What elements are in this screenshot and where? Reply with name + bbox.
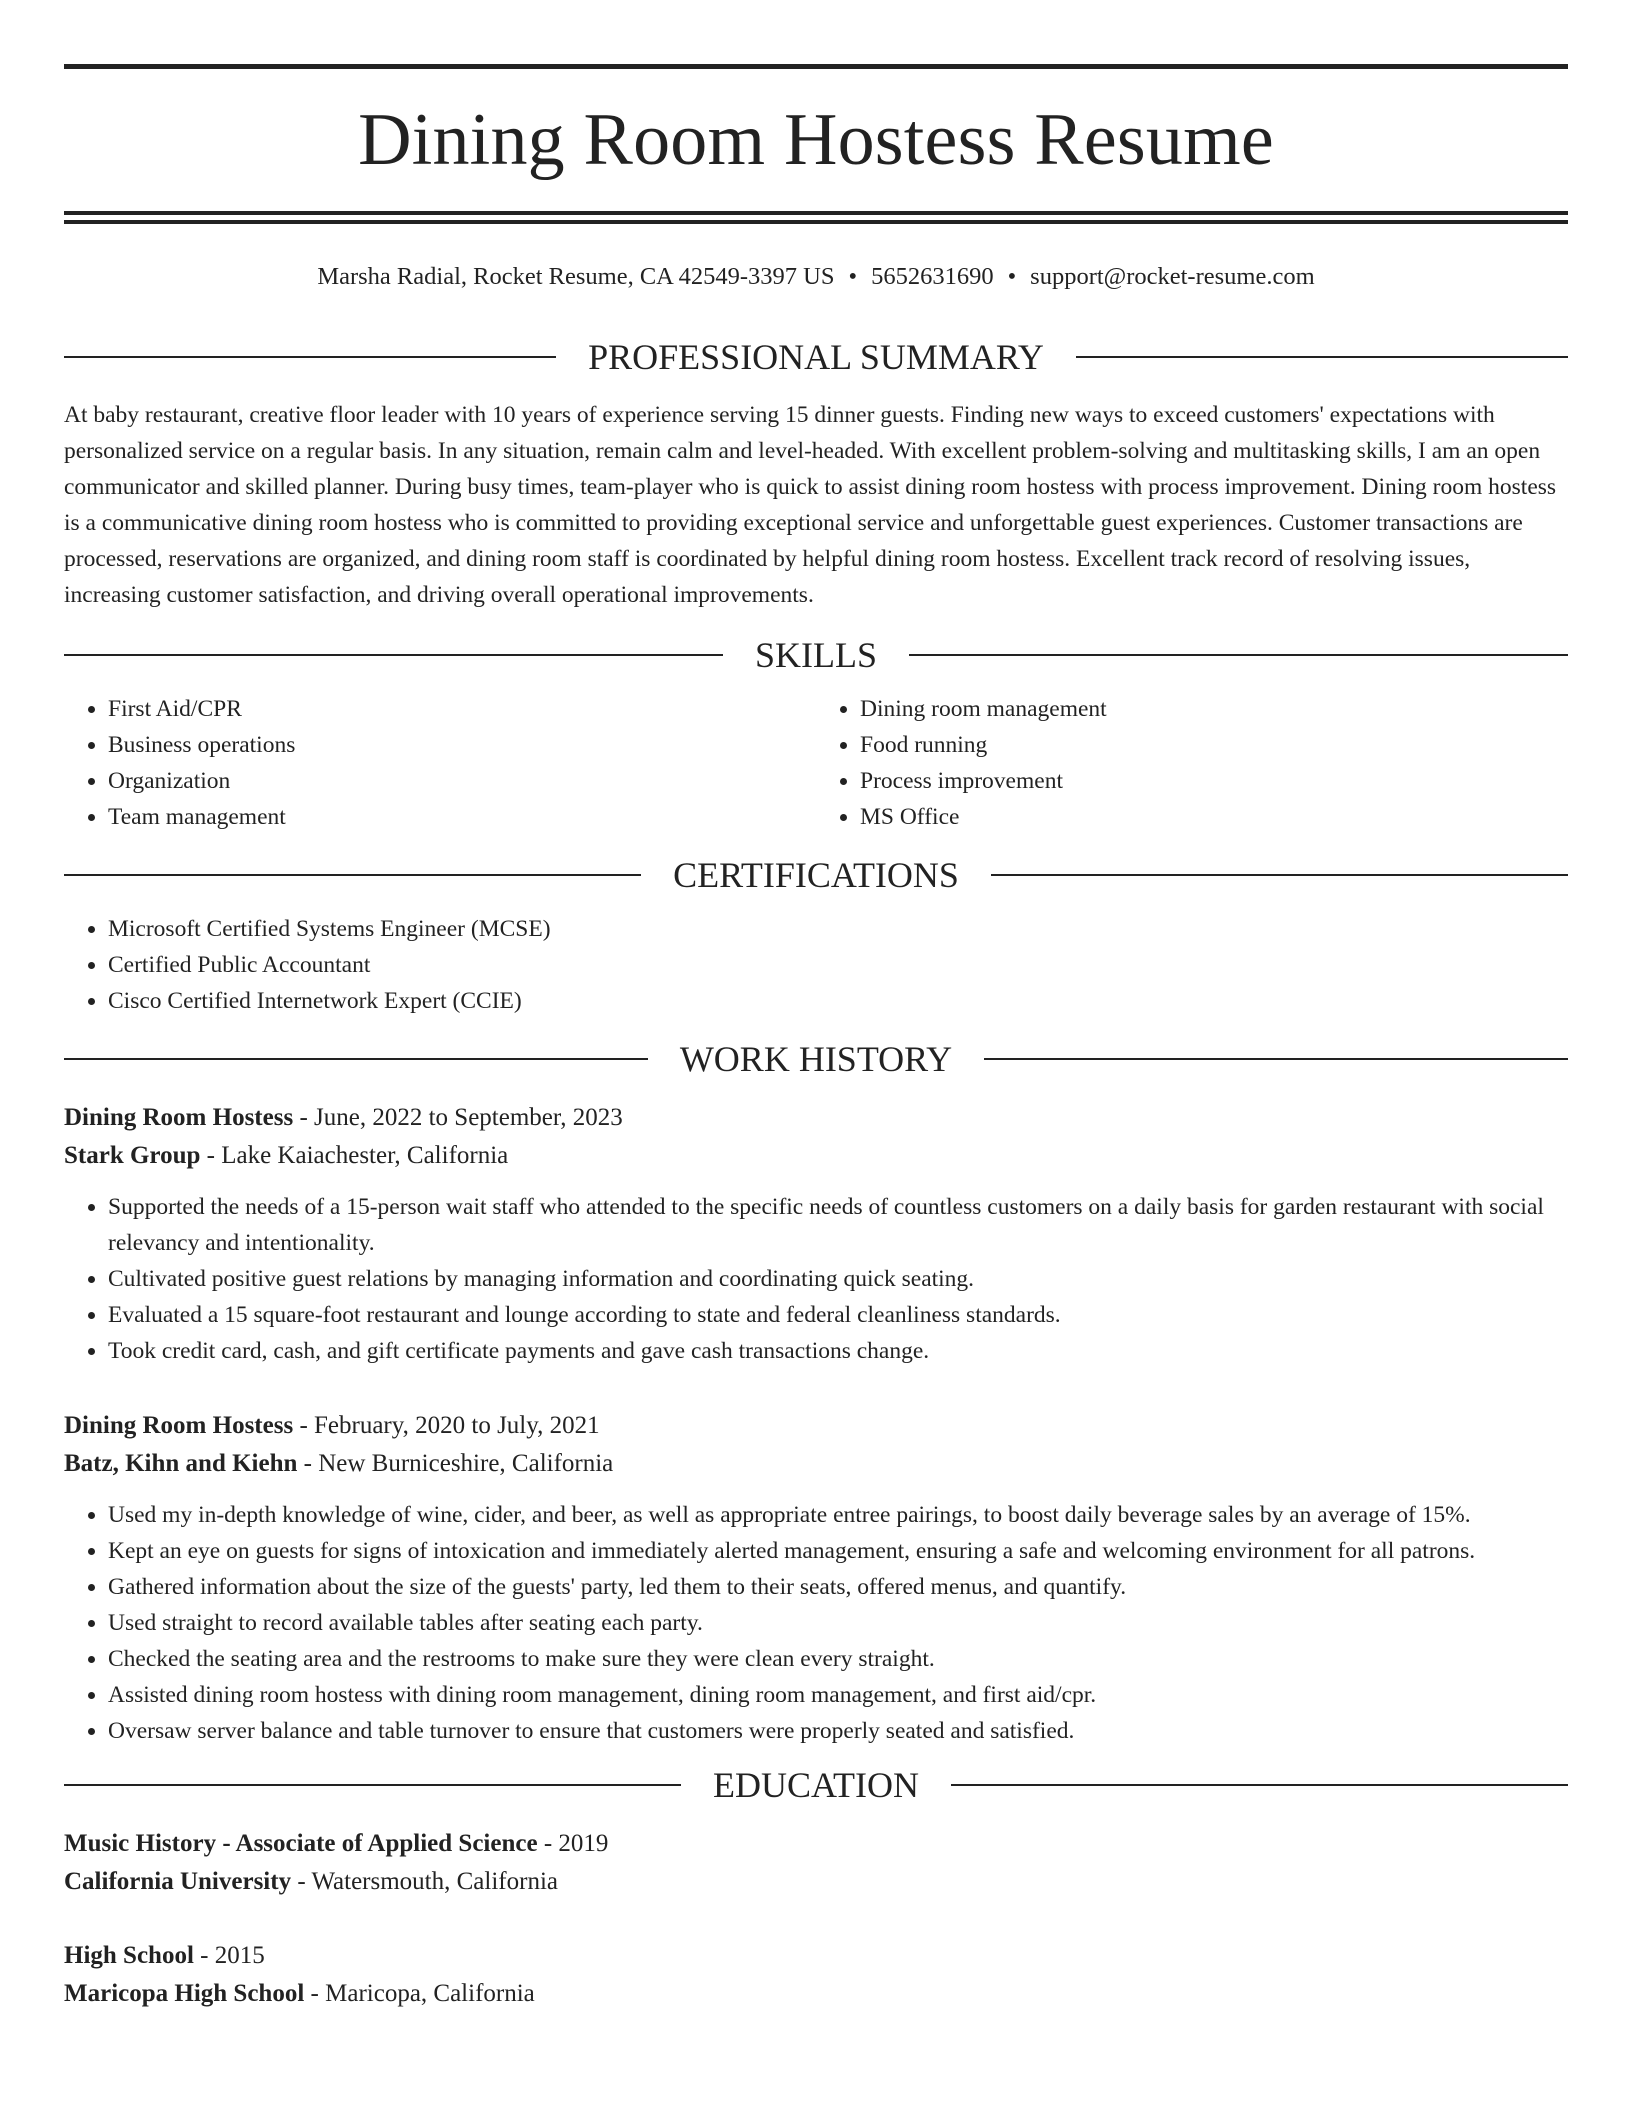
- job-location: - New Burniceshire, California: [297, 1450, 614, 1478]
- job-bullet: • Used straight to record available tables after seating each party.: [108, 1605, 1568, 1641]
- skill-item: • Food running: [860, 727, 1568, 763]
- education-heading: [64, 1765, 1568, 1806]
- contact-separator: •: [848, 263, 858, 290]
- education-school: Maricopa High School: [64, 1980, 305, 2008]
- education-heading-text: EDUCATION: [713, 1765, 919, 1806]
- certifications-heading: [64, 855, 1568, 896]
- summary-text: At baby restaurant, creative floor leader with 10 years of experience serving 15 dinner guests. Finding new ways to exceed customers' expectations with personalized service on a regular basis. In any situation, remain calm and level-headed. With excellent problem-solving and multitasking skills, I am an open communicator and skilled planner. During busy times, team-player who is quick to assist dining room hostess with process improvement. Dining room hostess is a communicative dining room hostess who is committed to providing exceptional service and unforgettable guest experiences. Customer transactions are processed, reservations are organized, and dining room staff is coordinated by helpful dining room hostess. Excellent track record of resolving issues, increasing customer satisfaction, and driving overall operational improvements.: [64, 402, 1557, 609]
- job-dates: - June, 2022 to September, 2023: [293, 1104, 623, 1132]
- contact-line: [64, 262, 1568, 291]
- education-school: California University: [64, 1868, 292, 1896]
- skills-heading: [64, 635, 1568, 676]
- job-bullet: • Assisted dining room hostess with dining room management, dining room management, and first aid/cpr.: [108, 1677, 1568, 1713]
- contact-email: support@rocket-resume.com: [1030, 263, 1315, 290]
- summary-heading-text: PROFESSIONAL SUMMARY: [588, 337, 1044, 378]
- job-company-line: [64, 1137, 1568, 1175]
- education-location: - Maricopa, California: [304, 1980, 535, 2008]
- job-company: Batz, Kihn and Kiehn: [64, 1450, 298, 1478]
- work-history-heading: [64, 1039, 1568, 1080]
- job-bullet: • Oversaw server balance and table turnover to ensure that customers were properly seated and satisfied.: [108, 1713, 1568, 1749]
- contact-address: Marsha Radial, Rocket Resume, CA 42549-3397 US: [317, 263, 835, 290]
- job-bullet: • Kept an eye on guests for signs of intoxication and immediately alerted management, ensuring a safe and welcoming environment for all patrons.: [108, 1533, 1568, 1569]
- job-title-line: [64, 1407, 1568, 1445]
- job-bullet: • Checked the seating area and the restrooms to make sure they were clean every straight.: [108, 1641, 1568, 1677]
- job-bullet: • Supported the needs of a 15-person wait staff who attended to the specific needs of countless customers on a daily basis for garden restaurant with social relevancy and intentionality.: [108, 1189, 1568, 1261]
- skill-item: • Organization: [108, 763, 816, 799]
- skill-item: • MS Office: [860, 799, 1568, 835]
- contact-separator: •: [1007, 263, 1017, 290]
- job-dates: - February, 2020 to July, 2021: [293, 1412, 600, 1440]
- job-bullets: [64, 1189, 1568, 1369]
- education-year: - 2019: [537, 1830, 609, 1858]
- education-year: - 2015: [193, 1942, 265, 1970]
- title-double-rule: [64, 211, 1568, 224]
- job-bullets: [64, 1497, 1568, 1749]
- education-school-line: [64, 1975, 1568, 2013]
- certification-item: • Microsoft Certified Systems Engineer (MCSE): [108, 911, 1568, 947]
- skills-list: [64, 691, 1568, 835]
- job-location: - Lake Kaiachester, California: [200, 1142, 509, 1170]
- education-degree: Music History - Associate of Applied Science: [64, 1830, 538, 1858]
- certification-item: • Certified Public Accountant: [108, 947, 1568, 983]
- job-company-line: [64, 1445, 1568, 1483]
- certification-item: • Cisco Certified Internetwork Expert (CCIE): [108, 983, 1568, 1019]
- job-title-line: [64, 1099, 1568, 1137]
- skill-item: • Dining room management: [860, 691, 1568, 727]
- job-entry: [64, 1407, 1568, 1749]
- skill-item: • Business operations: [108, 727, 816, 763]
- skills-column-right: [816, 691, 1568, 835]
- skills-column-left: [64, 691, 816, 835]
- skill-item: • Process improvement: [860, 763, 1568, 799]
- job-entry: [64, 1099, 1568, 1369]
- work-history-heading-text: WORK HISTORY: [679, 1039, 953, 1080]
- education-degree-line: [64, 1937, 1568, 1975]
- skill-item: • First Aid/CPR: [108, 691, 816, 727]
- education-school-line: [64, 1863, 1568, 1901]
- education-entry: [64, 1825, 1568, 1901]
- summary-heading: [64, 337, 1568, 378]
- certifications-list: [64, 911, 1568, 1019]
- job-company: Stark Group: [64, 1142, 201, 1170]
- job-bullet: • Evaluated a 15 square-foot restaurant and lounge according to state and federal cleanliness standards.: [108, 1297, 1568, 1333]
- title-top-rule: [64, 64, 1568, 69]
- skill-item: • Team management: [108, 799, 816, 835]
- education-entry: [64, 1937, 1568, 2013]
- job-bullet: • Took credit card, cash, and gift certificate payments and gave cash transactions change.: [108, 1333, 1568, 1369]
- resume-title: Dining Room Hostess Resume: [358, 99, 1274, 181]
- job-bullet: • Gathered information about the size of the guests' party, led them to their seats, offered menus, and quantify.: [108, 1569, 1568, 1605]
- contact-phone: 5652631690: [871, 263, 994, 290]
- job-bullet: • Cultivated positive guest relations by managing information and coordinating quick seating.: [108, 1261, 1568, 1297]
- certifications-heading-text: CERTIFICATIONS: [673, 855, 959, 896]
- skills-heading-text: SKILLS: [755, 635, 878, 676]
- education-degree-line: [64, 1825, 1568, 1863]
- education-location: - Watersmouth, California: [291, 1868, 558, 1896]
- job-title: Dining Room Hostess: [64, 1104, 294, 1132]
- education-degree: High School: [64, 1942, 194, 1970]
- job-title: Dining Room Hostess: [64, 1412, 294, 1440]
- job-bullet: • Used my in-depth knowledge of wine, cider, and beer, as well as appropriate entree pairings, to boost daily beverage sales by an average of 15%.: [108, 1497, 1568, 1533]
